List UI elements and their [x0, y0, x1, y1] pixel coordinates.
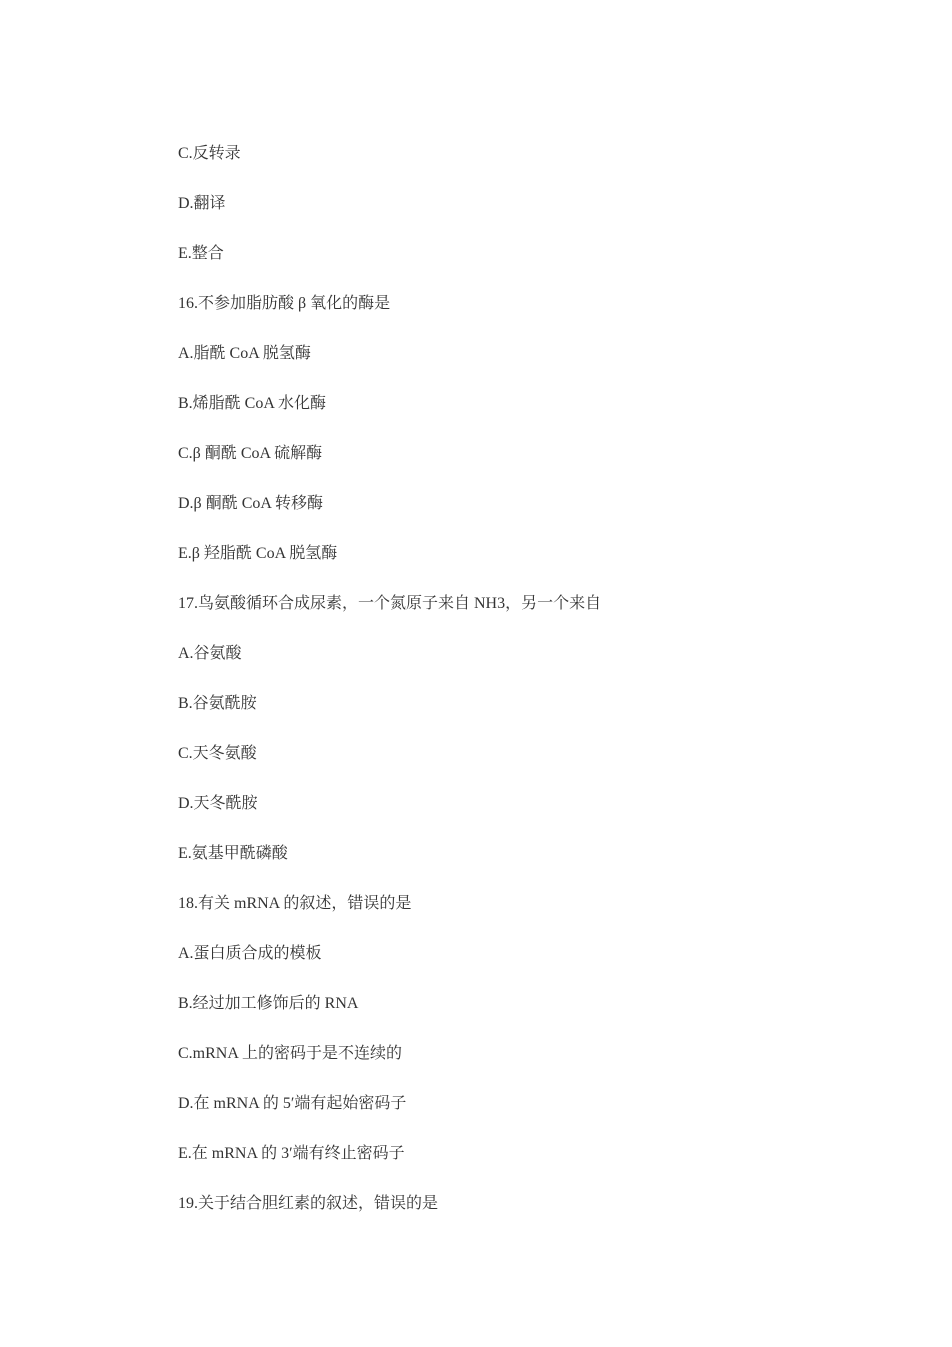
question-16-option-d: D.β 酮酰 CoA 转移酶	[178, 495, 324, 512]
question-17-option-e: E.氨基甲酰磷酸	[178, 845, 288, 862]
question-17-option-c: C.天冬氨酸	[178, 745, 257, 762]
question-16-stem: 16.不参加脂肪酸 β 氧化的酶是	[178, 295, 391, 312]
question-18-option-b: B.经过加工修饰后的 RNA	[178, 995, 359, 1012]
question-17-stem: 17.鸟氨酸循环合成尿素，一个氮原子来自 NH3，另一个来自	[178, 595, 602, 612]
question-16-option-a: A.脂酰 CoA 脱氢酶	[178, 345, 311, 362]
option-c-line: C.反转录	[178, 145, 241, 162]
question-16-option-e: E.β 羟脂酰 CoA 脱氢酶	[178, 545, 338, 562]
question-18-option-d: D.在 mRNA 的 5′端有起始密码子	[178, 1095, 407, 1112]
question-18-option-a: A.蛋白质合成的模板	[178, 945, 322, 962]
question-19-stem: 19.关于结合胆红素的叙述，错误的是	[178, 1195, 439, 1212]
question-16-option-c: C.β 酮酰 CoA 硫解酶	[178, 445, 323, 462]
question-18-option-e: E.在 mRNA 的 3′端有终止密码子	[178, 1145, 405, 1162]
question-18-option-c: C.mRNA 上的密码于是不连续的	[178, 1045, 403, 1062]
question-16-option-b: B.烯脂酰 CoA 水化酶	[178, 395, 327, 412]
question-17-option-b: B.谷氨酰胺	[178, 695, 257, 712]
option-e-line: E.整合	[178, 245, 224, 262]
question-list	[178, 142, 898, 1242]
question-17-option-a: A.谷氨酸	[178, 645, 242, 662]
option-d-line: D.翻译	[178, 195, 226, 212]
question-17-option-d: D.天冬酰胺	[178, 795, 258, 812]
question-18-stem: 18.有关 mRNA 的叙述，错误的是	[178, 895, 412, 912]
